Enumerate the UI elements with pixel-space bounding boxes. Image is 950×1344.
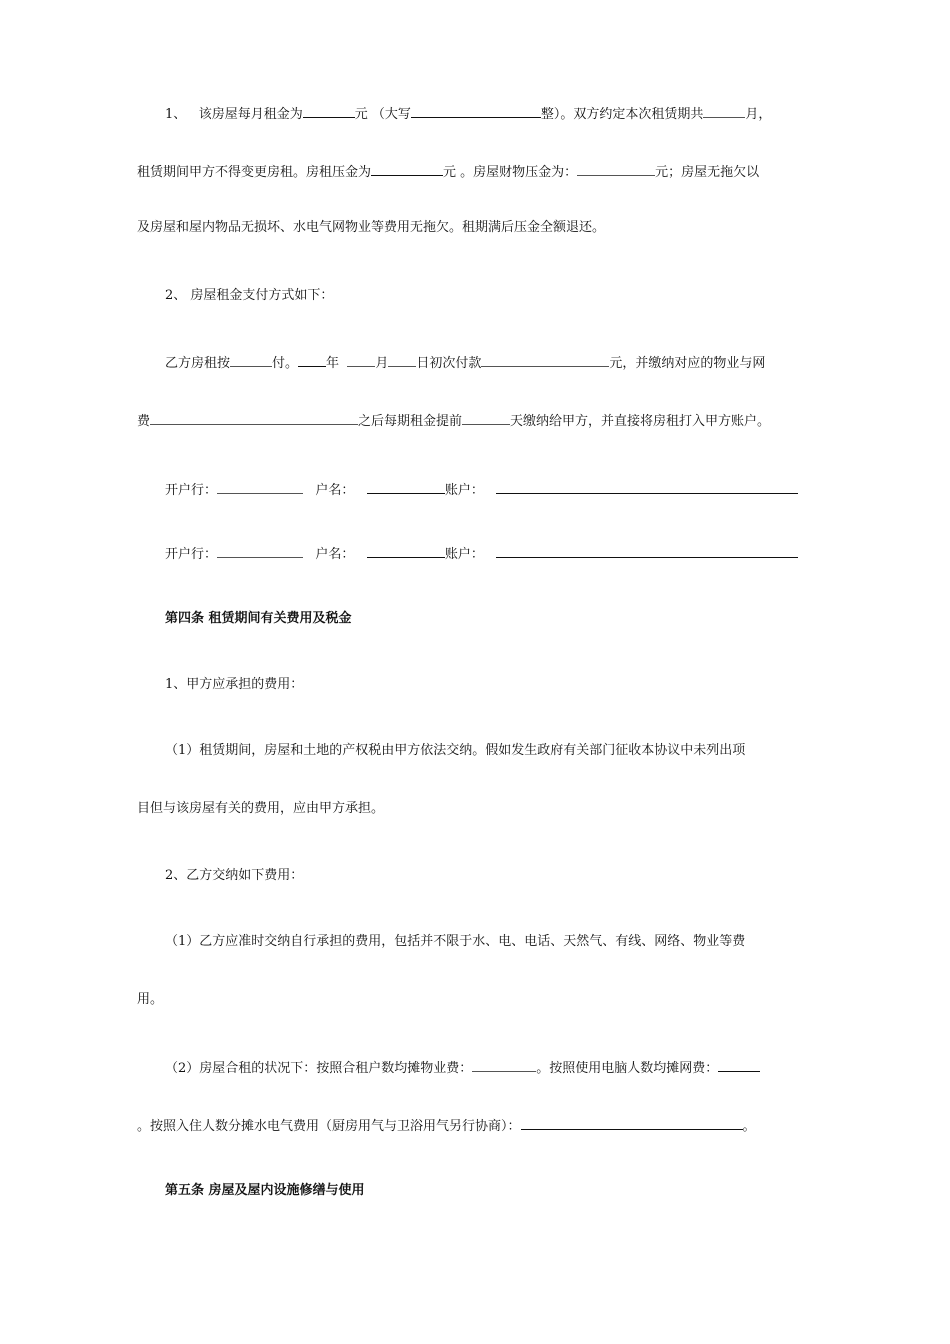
shared-utilities-text: 。按照入住人数分摊水电气费用（厨房用气与卫浴用气另行协商）： — [137, 1119, 521, 1134]
account-blank[interactable] — [496, 543, 798, 558]
bank-label: 开户行： — [165, 547, 218, 562]
shared-property-fee-text: （2）房屋合租的状况下：按照合租户数均摊物业费： — [165, 1061, 473, 1076]
year-blank[interactable] — [298, 352, 326, 367]
first-payment-blank[interactable] — [481, 352, 609, 367]
account-label: 账户： — [444, 483, 484, 498]
tenant-fees-item-2-line-1 — [165, 1057, 760, 1078]
bank-blank[interactable] — [217, 479, 303, 494]
deposit-text: 租赁期间甲方不得变更房租。房租压金为 — [137, 165, 372, 180]
property-deposit-blank[interactable] — [577, 161, 655, 176]
article-5-title: 第五条 房屋及屋内设施修缮与使用 — [165, 1183, 365, 1198]
rent-capital-blank[interactable] — [411, 103, 541, 118]
lease-term-blank[interactable] — [703, 103, 745, 118]
month-blank[interactable] — [347, 352, 375, 367]
rent-deposit-blank[interactable] — [371, 161, 443, 176]
first-payment-text: 日初次付款 — [416, 356, 482, 371]
payment-line-2 — [137, 410, 770, 431]
advance-text: 之后每期租金提前 — [358, 414, 463, 429]
shared-utilities-blank[interactable] — [521, 1115, 743, 1130]
fee-blank[interactable] — [150, 410, 358, 425]
account-name-label: 户名： — [315, 483, 355, 498]
article-4-title: 第四条 租赁期间有关费用及税金 — [165, 611, 352, 626]
account-label: 账户： — [444, 547, 484, 562]
landlord-fees-heading: 1、甲方应承担的费用： — [165, 677, 304, 692]
year-text: 年 — [326, 356, 340, 371]
rent-line-3: 及房屋和屋内物品无损坏、水电气网物业等费用无拖欠。租期满后压金全额退还。 — [137, 220, 606, 235]
pay-to-landlord-text: 天缴纳给甲方，并直接将房租打入甲方账户。 — [510, 414, 771, 429]
property-fee-text: 元，并缴纳对应的物业与网 — [609, 356, 766, 371]
tenant-fees-item-1-line-2: 用。 — [137, 992, 164, 1007]
lease-term-text: 整）。双方约定本次租赁期共 — [540, 107, 704, 122]
bank-blank[interactable] — [217, 543, 303, 558]
tenant-fees-heading: 2、乙方交纳如下费用： — [165, 868, 304, 883]
rent-line-1 — [165, 103, 771, 124]
fee-text: 费 — [137, 414, 151, 429]
period-text: 。 — [742, 1119, 756, 1134]
account-name-blank[interactable] — [367, 543, 445, 558]
bank-row-2 — [165, 543, 798, 564]
account-name-label: 户名： — [315, 547, 355, 562]
no-arrears-text: 元；房屋无拖欠以 — [655, 165, 760, 180]
shared-network-fee-blank[interactable] — [718, 1057, 760, 1072]
rent-capital-text: 元 （大写 — [354, 107, 411, 122]
pay-text: 付。 — [272, 356, 299, 371]
monthly-rent-blank[interactable] — [303, 103, 355, 118]
item-number: 1、 — [165, 107, 187, 122]
day-blank[interactable] — [388, 352, 416, 367]
month-label: 月 — [375, 356, 389, 371]
rent-line-2 — [137, 161, 759, 182]
advance-days-blank[interactable] — [462, 410, 510, 425]
payment-line-1 — [165, 352, 765, 373]
month-text: 月， — [745, 107, 772, 122]
property-deposit-text: 元 。房屋财物压金为： — [443, 165, 578, 180]
landlord-fees-item-1-line-2: 目但与该房屋有关的费用，应由甲方承担。 — [137, 801, 385, 816]
bank-row-1 — [165, 479, 798, 500]
tenant-fees-item-1-line-1: （1）乙方应准时交纳自行承担的费用，包括并不限于水、电、电话、天然气、有线、网络、物业等费 — [165, 934, 746, 949]
shared-network-fee-text: 。按照使用电脑人数均摊网费： — [536, 1061, 719, 1076]
tenant-fees-item-2-line-2 — [137, 1115, 756, 1136]
monthly-rent-text: 该房屋每月租金为 — [198, 107, 303, 122]
account-name-blank[interactable] — [367, 479, 445, 494]
bank-label: 开户行： — [165, 483, 218, 498]
pay-period-blank[interactable] — [230, 352, 272, 367]
payment-method-heading: 2、 房屋租金支付方式如下： — [165, 288, 334, 303]
shared-property-fee-blank[interactable] — [472, 1057, 536, 1072]
pay-by-text: 乙方房租按 — [165, 356, 231, 371]
account-blank[interactable] — [496, 479, 798, 494]
landlord-fees-item-1-line-1: （1）租赁期间，房屋和土地的产权税由甲方依法交纳。假如发生政府有关部门征收本协议中未列出项 — [165, 743, 746, 758]
